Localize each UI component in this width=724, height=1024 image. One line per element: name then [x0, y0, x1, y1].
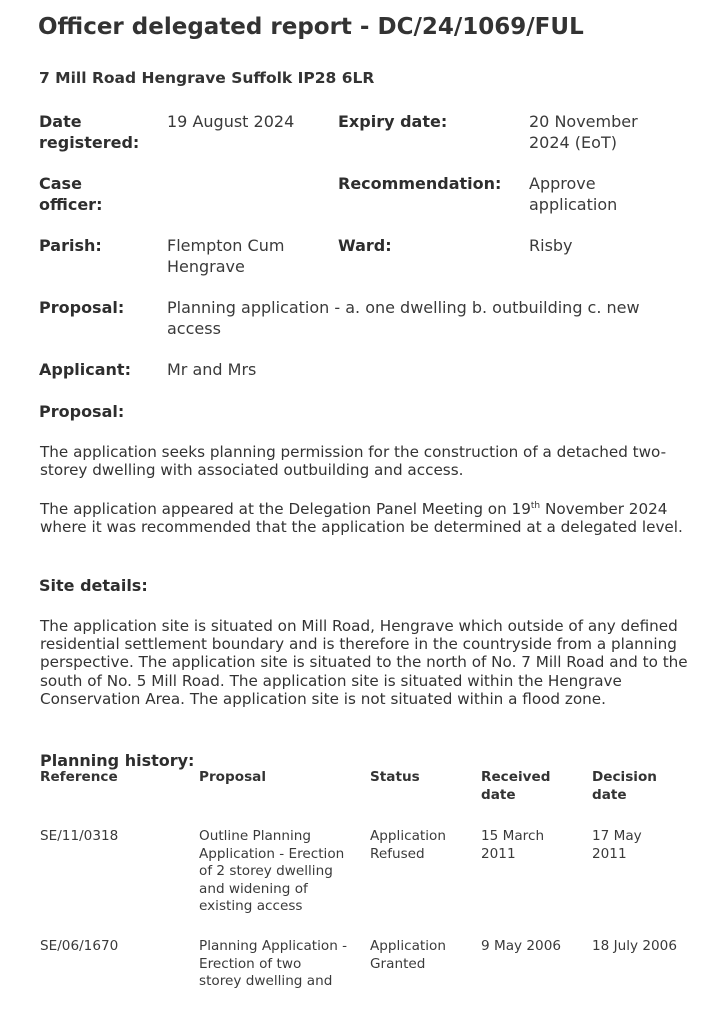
row-reference: SE/06/1670 — [40, 938, 119, 954]
row-status: Application Refused — [370, 828, 446, 862]
column-header-reference: Reference — [40, 769, 118, 785]
applicant-value: Mr and Mrs — [167, 360, 257, 379]
site-details-heading: Site details: — [39, 576, 148, 595]
ward-value: Risby — [529, 236, 573, 255]
row-received-date: 15 March 2011 — [481, 828, 545, 862]
proposal-label: Proposal: — [39, 298, 125, 317]
parish-value: Flempton Cum Hengrave — [167, 236, 285, 276]
row-decision-date: 17 May 2011 — [592, 828, 642, 862]
applicant-label: Applicant: — [39, 360, 131, 379]
row-proposal: Outline Planning Application - Erection of 2 storey dwelling and widening of existing access — [199, 828, 345, 914]
column-header-decision-date: Decision date — [592, 769, 657, 803]
recommendation-label: Recommendation: — [338, 174, 502, 193]
date-registered-label: Date registered: — [39, 112, 140, 152]
column-header-status: Status — [370, 769, 420, 785]
site-address: 7 Mill Road Hengrave Suffolk IP28 6LR — [39, 69, 375, 87]
date-registered-value: 19 August 2024 — [167, 112, 295, 131]
row-proposal: Planning Application - Erection of two storey dwelling and — [199, 938, 348, 989]
recommendation-value: Approve application — [529, 174, 618, 214]
expiry-date-label: Expiry date: — [338, 112, 448, 131]
row-status: Application Granted — [370, 938, 446, 972]
planning-history-heading: Planning history: — [40, 751, 195, 770]
proposal-paragraph: The application seeks planning permission for the construction of a detached two-storey dwelling with associated outbuilding and access. — [40, 443, 667, 480]
parish-label: Parish: — [39, 236, 102, 255]
row-reference: SE/11/0318 — [40, 828, 119, 844]
case-officer-label: Case officer: — [39, 174, 103, 214]
column-header-proposal: Proposal — [199, 769, 266, 785]
site-details-paragraph: The application site is situated on Mill Road, Hengrave which outside of any defined residential settlement boundary and is therefore in the countryside from a planning perspective. The application site is situated to the north of No. 7 Mill Road and to the south of No. 5 Mill Road. The application site is situated within the Hengrave Conservation Area. The application site is not situated within a flood zone. — [40, 617, 688, 708]
delegation-paragraph: The application appeared at the Delegation Panel Meeting on 19th November 2024 where it was recommended that the application be determined at a delegated level. — [40, 500, 683, 537]
column-header-received-date: Received date — [481, 769, 551, 803]
proposal-section-heading: Proposal: — [39, 402, 125, 421]
proposal-value: Planning application - a. one dwelling b. outbuilding c. new access — [167, 298, 640, 338]
row-received-date: 9 May 2006 — [481, 938, 561, 954]
ward-label: Ward: — [338, 236, 392, 255]
row-decision-date: 18 July 2006 — [592, 938, 677, 954]
expiry-date-value: 20 November 2024 (EoT) — [529, 112, 638, 152]
report-title: Officer delegated report - DC/24/1069/FUL — [38, 14, 584, 40]
